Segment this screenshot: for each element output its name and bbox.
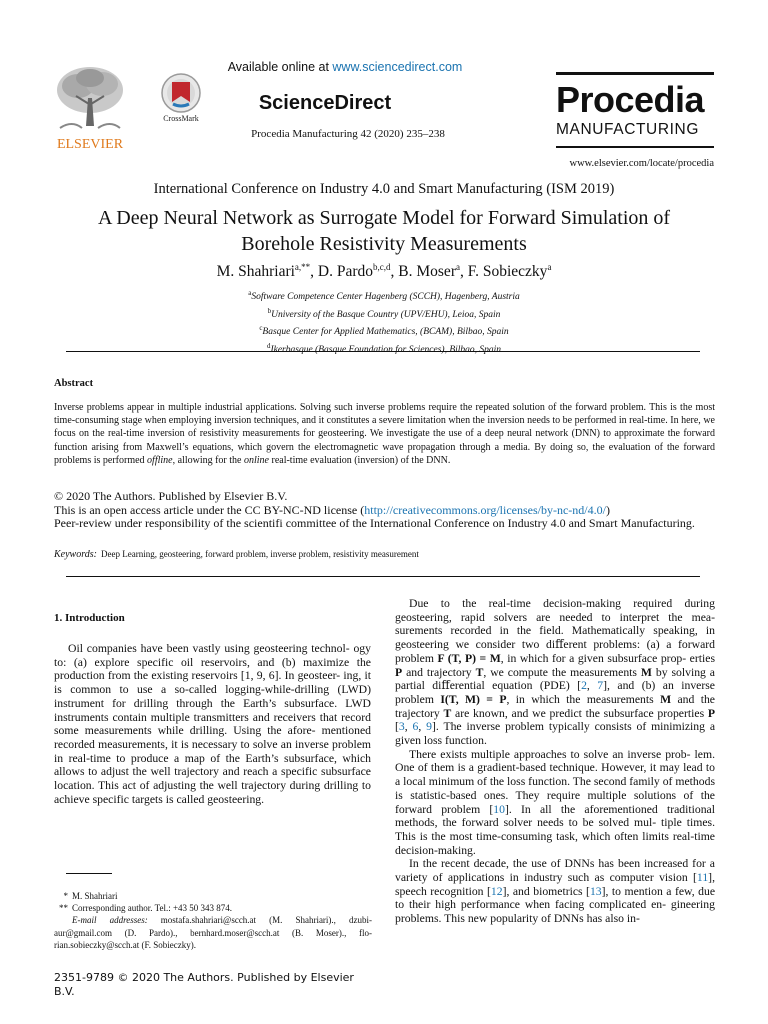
elsevier-tree-icon — [52, 64, 128, 154]
footnote — [54, 890, 372, 902]
affiliation-mark: d — [266, 341, 271, 350]
copyright-line: © 2020 The Authors. Published by Elsevier B.V. — [54, 489, 288, 503]
text-run: ]. The inverse problem typically consists of minimizing a given loss function. — [395, 720, 716, 748]
paragraph: Due to the real-time decision-making required during geosteering, rapid solvers are needed to interpret the mea- surements recorded in the field. Mathematically speaking, in geosteering we consider two diﬀerent problems: (a) a forward problem F (T, P) = M, in which for a given subsurface prop- erties P and trajectory T, we compute the measurements M by solving a partial diﬀerential equation (PDE) [2, 7], and (b) an inverse problem I(T, M) = P, in which the measurements M and the trajectory T are known, and we predict the subsurface properties P [3, 6, 9]. The inverse problem typically consists of minimizing a given loss function. — [395, 597, 716, 748]
author-affiliation-mark: a,** — [294, 262, 311, 272]
paper-title-line-2: Borehole Resistivity Measurements — [241, 233, 527, 255]
copyright-notice — [54, 490, 724, 531]
footnote — [54, 902, 372, 914]
text-run: and trajectory — [402, 665, 476, 679]
author-affiliation-mark: a — [547, 262, 552, 272]
author-name: B. Moser — [398, 263, 456, 281]
elsevier-logo — [52, 64, 128, 154]
affiliation-text: Basque Center for Applied Mathematics, (BCAM), Bilbao, Spain — [262, 327, 509, 338]
footnotes — [54, 890, 372, 951]
text-run: ], speech recognition [ — [395, 871, 715, 898]
citation-link[interactable]: 9 — [426, 720, 432, 734]
journal-url[interactable]: www.elsevier.com/locate/procedia — [569, 158, 714, 169]
sciencedirect-link[interactable]: www.sciencedirect.com — [332, 60, 463, 74]
text-run: ]. In all the aforementioned traditional methods, the forward solver needs to be solved mul- tiple times. This is the most time-consuming task, which often limits real-time decision-making. — [395, 802, 715, 857]
footnote-rule — [66, 873, 112, 874]
abstract-text-part: real-time evaluation (inversion) of the DNN. — [268, 454, 451, 466]
abstract-heading: Abstract — [54, 378, 94, 389]
license-link[interactable]: http://creativecommons.org/licenses/by-nc-nd/4.0/ — [364, 502, 606, 517]
affiliation-line — [0, 322, 768, 340]
text-run: , in which the measurements — [506, 692, 661, 706]
text-run: and the trajectory — [395, 692, 715, 720]
text-run: ], and biometrics [ — [502, 884, 590, 898]
affiliations — [0, 287, 768, 358]
text-run: [ — [395, 720, 399, 734]
author-affiliation-mark: a — [455, 262, 460, 272]
sciencedirect-title: ScienceDirect — [258, 92, 392, 114]
affiliation-text: University of the Basque Country (UPV/EHU), Leioa, Spain — [271, 309, 501, 320]
author-name: D. Pardo — [317, 263, 374, 281]
paper-title — [60, 205, 708, 257]
text-run: by solving a partial diﬀerential equation (PDE) [ — [395, 665, 715, 693]
citation-link[interactable]: 10 — [493, 802, 505, 816]
section-heading: 1. Introduction — [54, 612, 125, 624]
affiliation-text: Software Competence Center Hagenberg (SCCH), Hagenberg, Austria — [251, 292, 520, 303]
abstract-text — [54, 401, 715, 467]
text-run: ], and (b) an inverse problem — [395, 679, 715, 706]
footnote-text: M. Shahriari — [72, 891, 118, 901]
math-forward: F (T, P) = M — [437, 651, 501, 665]
text-run: Due to the real-time decision-making required during geosteering, rapid solvers are needed to interpret the mea- surements recorded in the field. Mathematically speaking, in geosteering we consider two diﬀerent problems: (a) a forward problem — [395, 597, 715, 665]
citation-link[interactable]: 3 — [398, 720, 405, 734]
paragraph — [395, 748, 715, 858]
text-run: are known, and we predict the subsurface properties — [451, 706, 708, 720]
crossmark-badge[interactable] — [158, 72, 206, 124]
available-online — [200, 60, 490, 74]
text-run: In the recent decade, the use of DNNs has been increased for a variety of applications in industry such as computer vision [ — [395, 857, 715, 885]
svg-text:CrossMark: CrossMark — [163, 114, 199, 123]
footnote-email — [54, 914, 372, 951]
license-text: This is an open access article under the CC BY-NC-ND license ( — [54, 502, 365, 517]
paper-title-line-1: A Deep Neural Network as Surrogate Model for Forward Simulation of — [97, 207, 671, 229]
math-symbol: M — [640, 665, 652, 679]
affiliation-line — [0, 305, 768, 323]
author-name: M. Shahriari — [216, 263, 295, 281]
paragraph: Oil companies have been vastly using geosteering technol- ogy to: (a) explore specific oil reservoirs, and (b) maximize the production from the existing reservoirs [1, 9, 6]. In geosteer- ing, it is common to use a so-called logging-while-drilling (LWD) instrument for drilling through the Earth’s subsurface. LWD instruments contain multiple transmitters and receivers that record some measurements while drilling. Using the afore- mentioned recorded measurements, it is necessary to solve an inverse problem in real-time to produce a map of the Earth’s subsurface, which allows to adjust the well trajectory and reach a specific subsurface location. This act of adjusting the well trajectory during drilling to achieve specific targets is called geosteering. — [54, 642, 371, 806]
journal-reference: Procedia Manufacturing 42 (2020) 235–238 — [251, 128, 445, 140]
math-symbol: P — [395, 665, 403, 679]
affiliation-mark: c — [259, 324, 263, 333]
text-run: There exists multiple approaches to solve an inverse prob- lem. One of them is a gradient-based technique. However, it may lead to a local minimum of the loss function. The second family of methods is statistic-based ones. They require multiple solutions of the forward problem [ — [395, 747, 715, 816]
citation-link[interactable]: 6 — [412, 720, 419, 734]
license-line — [54, 504, 724, 518]
author-affiliation-mark: b,c,d — [373, 262, 391, 272]
author-list: M. Shahriari$^{a,**}$, D. Pardo$^{b,c,d}$, B. Moser$^a$, F. Sobieczky$^a$ — [216, 262, 552, 281]
citation-link[interactable]: 2 — [581, 679, 587, 693]
procedia-rule-top — [556, 72, 714, 75]
procedia-rule-bottom — [556, 146, 714, 148]
text-run: , in which for a given subsurface prop- erties — [500, 651, 715, 665]
keywords-text: Deep Learning, geosteering, forward problem, inverse problem, resistivity measurement — [100, 549, 419, 559]
issn-copyright: 2351-9789 © 2020 The Authors. Published by Elsevier B.V. — [54, 971, 354, 998]
license-text: ) — [605, 502, 610, 517]
paragraph — [395, 857, 715, 926]
affiliation-line — [0, 340, 768, 358]
citation-link[interactable]: 12 — [490, 884, 503, 898]
footnote-email-label: E-mail addresses: — [72, 915, 148, 926]
footnote-text: Corresponding author. Tel.: +43 50 343 874. — [72, 903, 233, 914]
procedia-logo-subtitle: MANUFACTURING — [556, 121, 699, 138]
math-symbol: P — [707, 706, 715, 720]
available-online-label: Available online at — [227, 60, 333, 74]
math-symbol: M — [660, 692, 672, 706]
citation-link[interactable]: 7 — [597, 679, 604, 693]
footnote-symbol: * — [63, 891, 68, 901]
affiliation-mark: a — [248, 289, 252, 297]
math-symbol: T — [475, 665, 484, 679]
footnote-symbol: ** — [59, 903, 68, 914]
abstract-text-part: , allowing for the — [172, 454, 244, 466]
crossmark-icon — [158, 72, 206, 124]
svg-text:ELSEVIER: ELSEVIER — [56, 137, 124, 152]
divider-top — [66, 351, 700, 352]
divider-bottom — [66, 576, 700, 577]
math-inverse: I(T, M) = P — [440, 692, 507, 706]
abstract-emphasis: online — [243, 454, 269, 466]
left-column — [54, 642, 371, 806]
affiliation-line — [0, 287, 768, 305]
affiliation-mark: b — [267, 306, 272, 315]
citation-link[interactable]: 11 — [696, 871, 709, 885]
abstract-text-part: Inverse problems appear in multiple industrial applications. Solving such inverse problems require the repeated solution of the forward problem. This is the most time-consuming stage when employing inversion techniques, and it constitutes a severe limitation when the inversion needs to be performed in real-time. In here, we focus on the real-time inversion of resistivity measurements for geosteering. We investigate the use of a deep neural network (DNN) to approximate the forward function arising from Maxwell’s equations, which govern the electromagnetic wave propagation through a media. By doing so, the evaluation of the forward problems is performed — [54, 402, 715, 466]
footnote-email-text: mostafa.shahriari@scch.at (M. Shahriari)., dzubi- aur@gmail.com (D. Pardo)., bernhard.moser@scch.at (B. Moser)., flo- rian.sobieczky@scch.at (F. Sobieczky). — [54, 915, 372, 950]
keywords-label: Keywords: — [54, 549, 97, 560]
citation-link[interactable]: 13 — [589, 884, 602, 898]
right-column — [395, 597, 715, 926]
abstract-emphasis: offline — [147, 454, 173, 466]
peer-review-line: Peer-review under responsibility of the scientifi committee of the International Conference on Industry 4.0 and Smart Manufacturing. — [54, 516, 695, 531]
procedia-logo-title: Procedia — [556, 79, 705, 120]
keywords — [54, 549, 714, 560]
text-run: , we compute the measurements — [483, 665, 641, 679]
math-symbol: T — [443, 706, 452, 720]
conference-name: International Conference on Industry 4.0 and Smart Manufacturing (ISM 2019) — [153, 181, 615, 197]
author-name: F. Sobieczky — [467, 263, 548, 281]
text-run: ], to mention a few, due to their high performance when facing complicated en- gineering problems. This new popularity of DNNs has also in- — [395, 884, 716, 926]
